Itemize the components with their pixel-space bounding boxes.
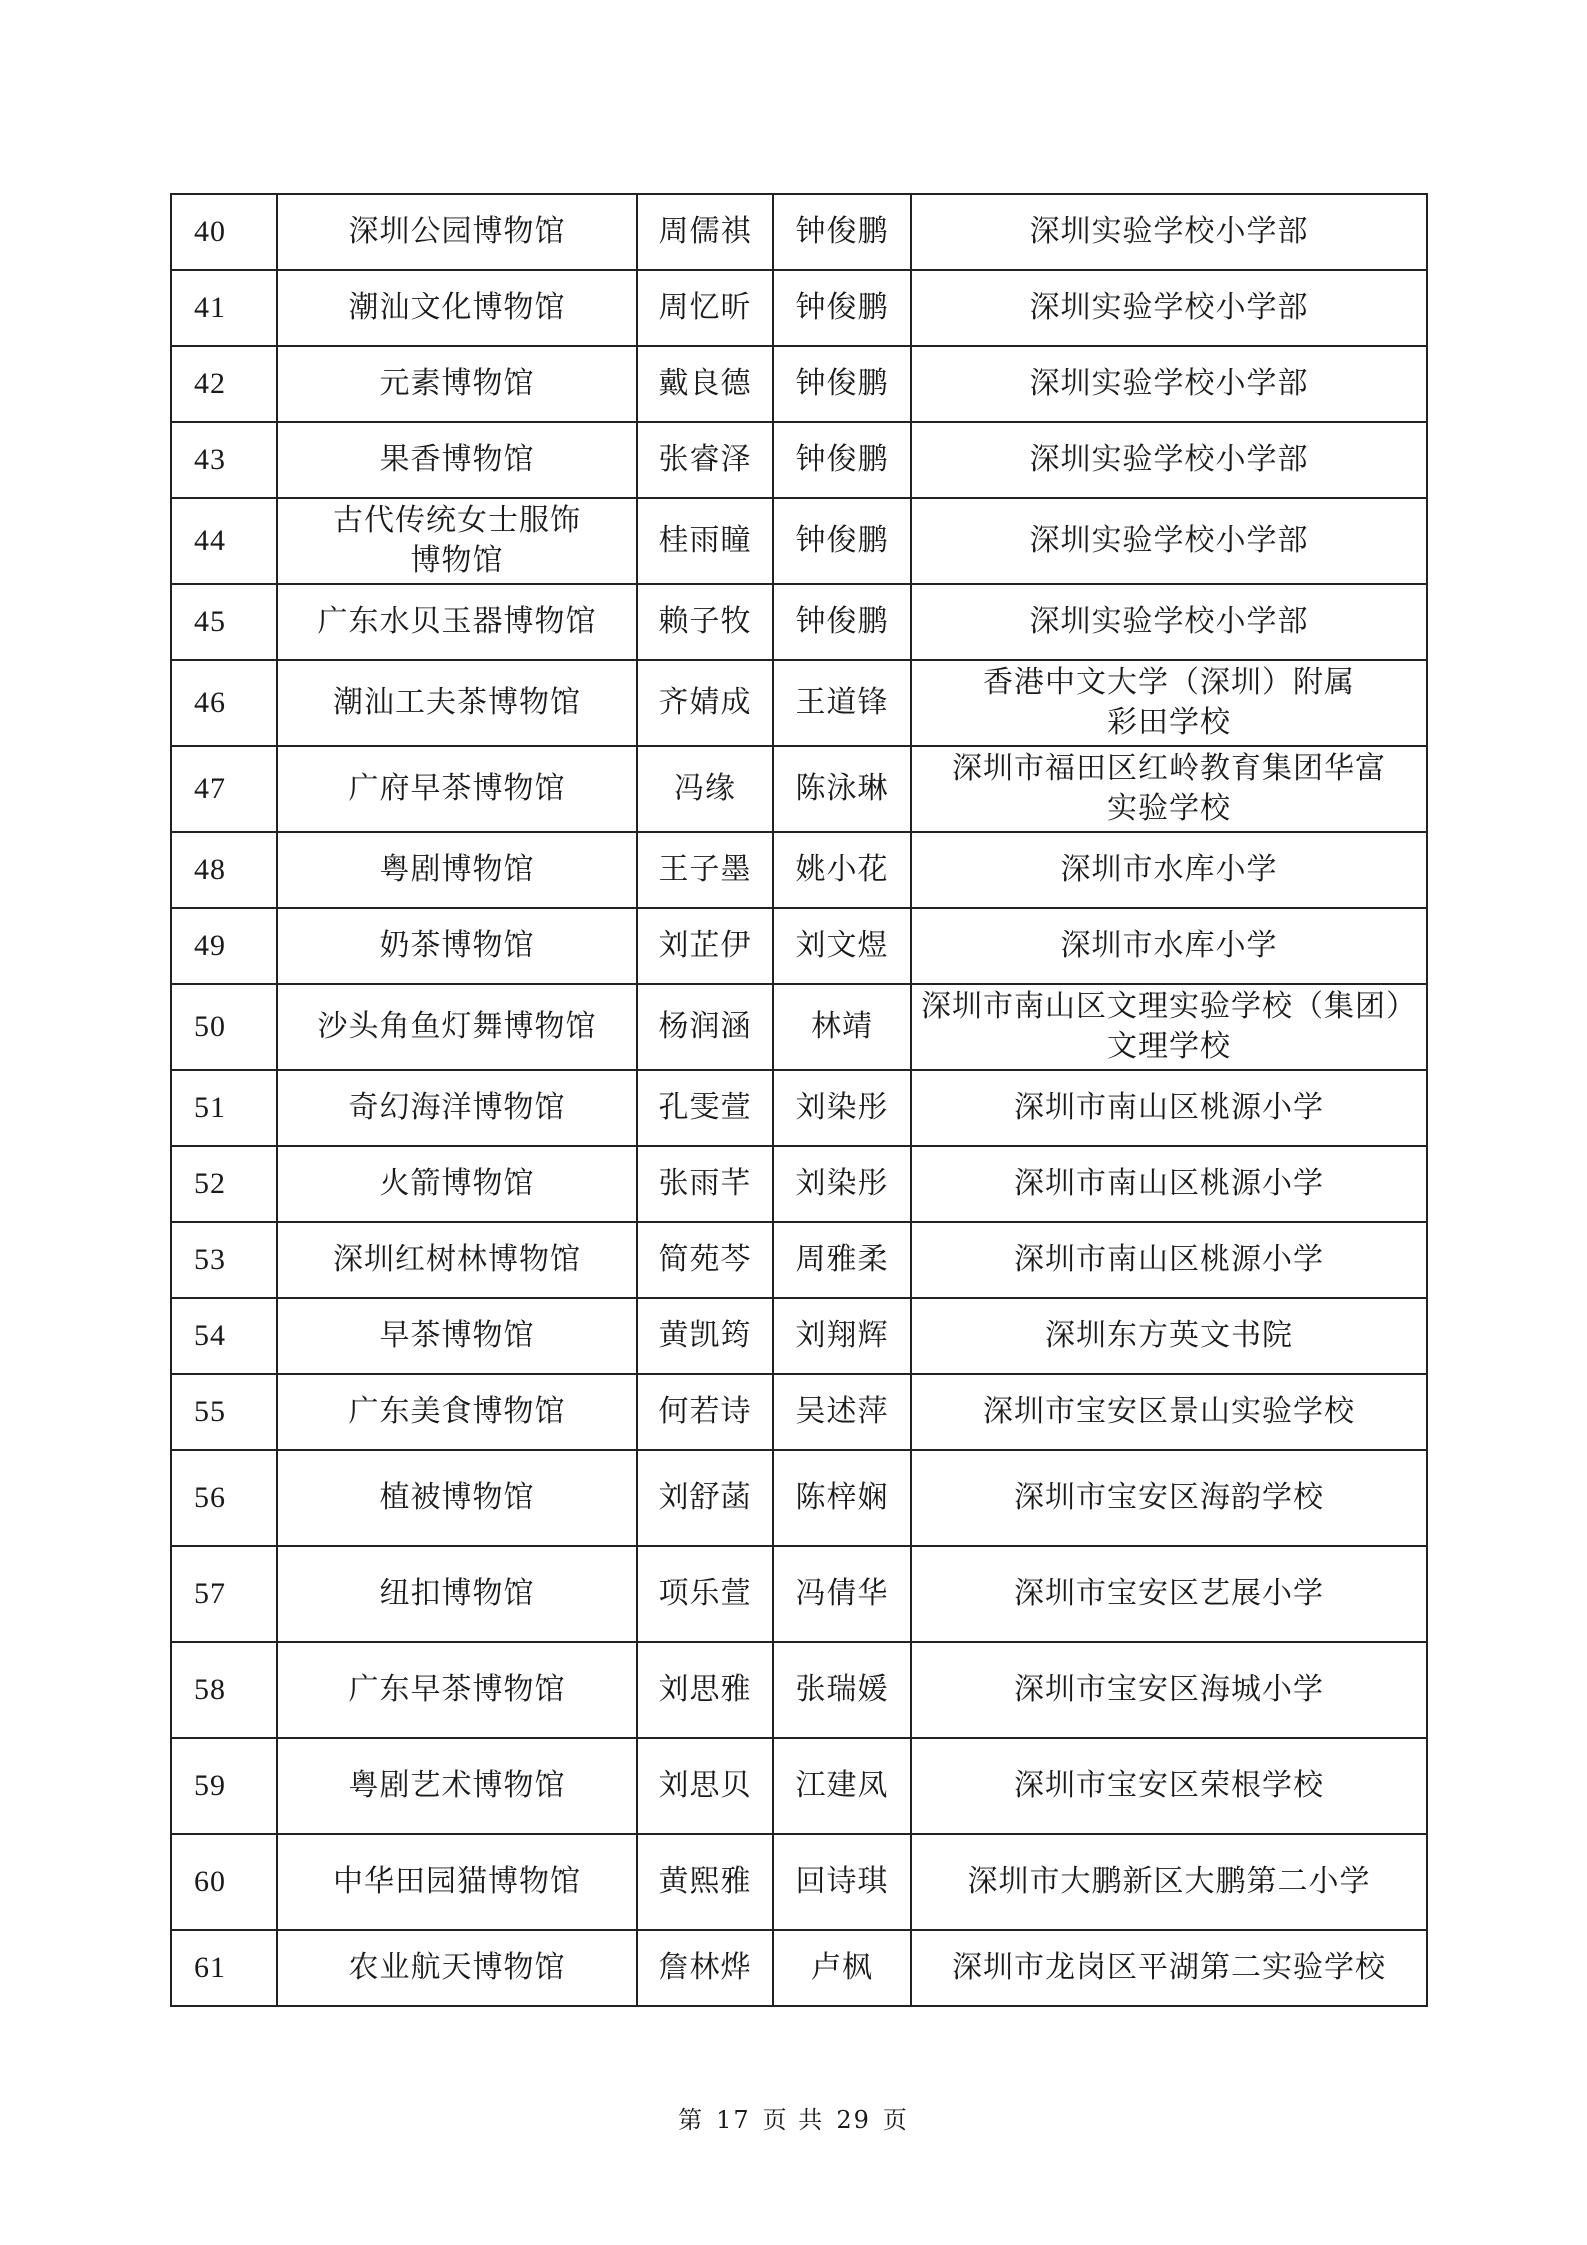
museum-name-cell (277, 660, 637, 746)
museum-name-cell (277, 1450, 637, 1546)
school-name-cell-line: 深圳市宝安区荣根学校 (1014, 1768, 1324, 1803)
table-row (171, 1930, 1427, 2006)
school-name-cell-line: 深圳市南山区桃源小学 (1014, 1242, 1324, 1277)
school-name-cell-line: 深圳实验学校小学部 (1029, 442, 1309, 477)
museum-name-cell-line: 古代传统女士服饰 (333, 503, 581, 538)
row-number-cell: 43 (171, 422, 277, 498)
row-number-cell: 49 (171, 908, 277, 984)
teacher-name-cell: 冯倩华 (773, 1546, 911, 1642)
school-name-cell (911, 908, 1427, 984)
row-number-cell: 46 (171, 660, 277, 746)
museum-name-cell-line: 纽扣博物馆 (379, 1576, 535, 1611)
table-row (171, 1222, 1427, 1298)
teacher-name-cell: 刘文煜 (773, 908, 911, 984)
museum-name-cell (277, 1222, 637, 1298)
school-name-cell-line: 深圳实验学校小学部 (1029, 366, 1309, 401)
student-name-cell: 詹林烨 (637, 1930, 773, 2006)
school-name-cell (911, 422, 1427, 498)
school-name-cell (911, 1070, 1427, 1146)
footer-suffix: 页 (882, 2106, 909, 2134)
school-name-cell (911, 1146, 1427, 1222)
student-name-cell: 何若诗 (637, 1374, 773, 1450)
teacher-name-cell: 卢枫 (773, 1930, 911, 2006)
school-name-cell (911, 1222, 1427, 1298)
row-number-cell: 58 (171, 1642, 277, 1738)
table-row (171, 1374, 1427, 1450)
page-footer (0, 2100, 1587, 2135)
museum-name-cell-line: 广府早茶博物馆 (348, 771, 566, 806)
museum-name-cell (277, 984, 637, 1070)
school-name-cell-line: 深圳市水库小学 (1060, 928, 1278, 963)
table-row (171, 270, 1427, 346)
museum-name-cell-line: 中华田园猫博物馆 (333, 1864, 581, 1899)
museum-name-cell (277, 832, 637, 908)
row-number-cell: 42 (171, 346, 277, 422)
museum-name-cell (277, 1070, 637, 1146)
row-number-cell: 47 (171, 746, 277, 832)
museum-name-cell-line: 奇幻海洋博物馆 (348, 1090, 566, 1125)
table-row (171, 1146, 1427, 1222)
roster-body (171, 194, 1427, 2006)
student-name-cell: 刘思雅 (637, 1642, 773, 1738)
school-name-cell (911, 194, 1427, 270)
museum-name-cell-line: 广东水贝玉器博物馆 (317, 604, 597, 639)
school-name-cell-line: 深圳实验学校小学部 (1029, 214, 1309, 249)
museum-name-cell (277, 422, 637, 498)
teacher-name-cell: 钟俊鹏 (773, 270, 911, 346)
school-name-cell-line: 深圳市宝安区艺展小学 (1014, 1576, 1324, 1611)
school-name-cell-line: 彩田学校 (1107, 705, 1231, 740)
school-name-cell (911, 1546, 1427, 1642)
school-name-cell-line: 香港中文大学（深圳）附属 (983, 665, 1355, 700)
museum-name-cell-line: 粤剧博物馆 (379, 852, 535, 887)
teacher-name-cell: 陈泳琳 (773, 746, 911, 832)
row-number-cell: 50 (171, 984, 277, 1070)
row-number-cell: 55 (171, 1374, 277, 1450)
footer-mid: 页 共 (762, 2106, 825, 2134)
row-number-cell: 56 (171, 1450, 277, 1546)
teacher-name-cell: 回诗琪 (773, 1834, 911, 1930)
museum-name-cell-line: 潮汕文化博物馆 (348, 290, 566, 325)
school-name-cell (911, 1642, 1427, 1738)
museum-name-cell (277, 194, 637, 270)
table-row (171, 422, 1427, 498)
table-row (171, 984, 1427, 1070)
school-name-cell (911, 1450, 1427, 1546)
row-number-cell: 51 (171, 1070, 277, 1146)
school-name-cell-line: 深圳市宝安区海城小学 (1014, 1672, 1324, 1707)
student-name-cell: 刘思贝 (637, 1738, 773, 1834)
museum-name-cell (277, 1298, 637, 1374)
student-name-cell: 黄熙雅 (637, 1834, 773, 1930)
school-name-cell-line: 深圳市水库小学 (1060, 852, 1278, 887)
student-name-cell: 刘芷伊 (637, 908, 773, 984)
museum-name-cell (277, 1146, 637, 1222)
student-name-cell: 简苑芩 (637, 1222, 773, 1298)
teacher-name-cell: 江建凤 (773, 1738, 911, 1834)
teacher-name-cell: 张瑞媛 (773, 1642, 911, 1738)
museum-name-cell (277, 584, 637, 660)
school-name-cell-line: 深圳市福田区红岭教育集团华富 (952, 751, 1386, 786)
school-name-cell (911, 1374, 1427, 1450)
student-name-cell: 齐婧成 (637, 660, 773, 746)
teacher-name-cell: 刘翔辉 (773, 1298, 911, 1374)
school-name-cell-line: 文理学校 (1107, 1029, 1231, 1064)
museum-name-cell (277, 1374, 637, 1450)
teacher-name-cell: 钟俊鹏 (773, 194, 911, 270)
museum-name-cell-line: 博物馆 (410, 543, 504, 578)
row-number-cell: 61 (171, 1930, 277, 2006)
row-number-cell: 41 (171, 270, 277, 346)
museum-name-cell-line: 粤剧艺术博物馆 (348, 1768, 566, 1803)
row-number-cell: 40 (171, 194, 277, 270)
teacher-name-cell: 陈梓娴 (773, 1450, 911, 1546)
museum-name-cell-line: 元素博物馆 (379, 366, 535, 401)
teacher-name-cell: 周雅柔 (773, 1222, 911, 1298)
student-name-cell: 刘舒菡 (637, 1450, 773, 1546)
school-name-cell-line: 深圳市南山区桃源小学 (1014, 1090, 1324, 1125)
museum-name-cell (277, 1642, 637, 1738)
school-name-cell (911, 270, 1427, 346)
school-name-cell-line: 实验学校 (1107, 791, 1231, 826)
footer-prefix: 第 (678, 2106, 705, 2134)
table-row (171, 1546, 1427, 1642)
school-name-cell-line: 深圳市南山区文理实验学校（集团） (921, 989, 1417, 1024)
museum-name-cell-line: 农业航天博物馆 (348, 1950, 566, 1985)
table-row (171, 660, 1427, 746)
museum-name-cell-line: 早茶博物馆 (379, 1318, 535, 1353)
museum-name-cell-line: 沙头角鱼灯舞博物馆 (317, 1009, 597, 1044)
school-name-cell (911, 832, 1427, 908)
teacher-name-cell: 吴述萍 (773, 1374, 911, 1450)
school-name-cell-line: 深圳市南山区桃源小学 (1014, 1166, 1324, 1201)
teacher-name-cell: 刘染彤 (773, 1146, 911, 1222)
table-row (171, 584, 1427, 660)
student-name-cell: 冯缘 (637, 746, 773, 832)
table-row (171, 832, 1427, 908)
teacher-name-cell: 林靖 (773, 984, 911, 1070)
teacher-name-cell: 刘染彤 (773, 1070, 911, 1146)
student-name-cell: 杨润涵 (637, 984, 773, 1070)
museum-name-cell-line: 广东早茶博物馆 (348, 1672, 566, 1707)
student-name-cell: 周儒祺 (637, 194, 773, 270)
museum-roster-table (170, 193, 1428, 2007)
school-name-cell (911, 498, 1427, 584)
row-number-cell: 44 (171, 498, 277, 584)
museum-name-cell (277, 346, 637, 422)
student-name-cell: 项乐萱 (637, 1546, 773, 1642)
school-name-cell-line: 深圳市大鹏新区大鹏第二小学 (967, 1864, 1371, 1899)
teacher-name-cell: 钟俊鹏 (773, 422, 911, 498)
table-row (171, 498, 1427, 584)
museum-name-cell-line: 潮汕工夫茶博物馆 (333, 685, 581, 720)
student-name-cell: 王子墨 (637, 832, 773, 908)
student-name-cell: 周忆昕 (637, 270, 773, 346)
student-name-cell: 戴良德 (637, 346, 773, 422)
table-row (171, 346, 1427, 422)
museum-name-cell-line: 广东美食博物馆 (348, 1394, 566, 1429)
table-row (171, 908, 1427, 984)
school-name-cell (911, 1298, 1427, 1374)
museum-name-cell-line: 深圳红树林博物馆 (333, 1242, 581, 1277)
museum-name-cell (277, 908, 637, 984)
table-row (171, 1642, 1427, 1738)
school-name-cell-line: 深圳市宝安区景山实验学校 (983, 1394, 1355, 1429)
museum-name-cell (277, 1738, 637, 1834)
student-name-cell: 桂雨瞳 (637, 498, 773, 584)
museum-name-cell (277, 746, 637, 832)
museum-name-cell (277, 1930, 637, 2006)
table-row (171, 746, 1427, 832)
school-name-cell-line: 深圳实验学校小学部 (1029, 290, 1309, 325)
row-number-cell: 60 (171, 1834, 277, 1930)
table-row (171, 1070, 1427, 1146)
school-name-cell-line: 深圳市宝安区海韵学校 (1014, 1480, 1324, 1515)
school-name-cell-line: 深圳实验学校小学部 (1029, 523, 1309, 558)
school-name-cell-line: 深圳市龙岗区平湖第二实验学校 (952, 1950, 1386, 1985)
row-number-cell: 52 (171, 1146, 277, 1222)
school-name-cell (911, 1738, 1427, 1834)
row-number-cell: 54 (171, 1298, 277, 1374)
teacher-name-cell: 姚小花 (773, 832, 911, 908)
teacher-name-cell: 王道锋 (773, 660, 911, 746)
museum-name-cell-line: 火箭博物馆 (379, 1166, 535, 1201)
school-name-cell (911, 1834, 1427, 1930)
student-name-cell: 张雨芊 (637, 1146, 773, 1222)
museum-name-cell (277, 1546, 637, 1642)
footer-current-page: 17 (716, 2106, 751, 2134)
museum-name-cell-line: 果香博物馆 (379, 442, 535, 477)
school-name-cell-line: 深圳实验学校小学部 (1029, 604, 1309, 639)
table-row (171, 1738, 1427, 1834)
school-name-cell (911, 746, 1427, 832)
table-row (171, 1298, 1427, 1374)
museum-name-cell (277, 1834, 637, 1930)
school-name-cell-line: 深圳东方英文书院 (1045, 1318, 1293, 1353)
footer-total-pages: 29 (836, 2106, 871, 2134)
row-number-cell: 59 (171, 1738, 277, 1834)
student-name-cell: 赖子牧 (637, 584, 773, 660)
museum-name-cell-line: 奶茶博物馆 (379, 928, 535, 963)
teacher-name-cell: 钟俊鹏 (773, 498, 911, 584)
table-row (171, 1834, 1427, 1930)
school-name-cell (911, 584, 1427, 660)
school-name-cell (911, 660, 1427, 746)
student-name-cell: 张睿泽 (637, 422, 773, 498)
row-number-cell: 48 (171, 832, 277, 908)
school-name-cell (911, 984, 1427, 1070)
museum-name-cell-line: 深圳公园博物馆 (348, 214, 566, 249)
school-name-cell (911, 346, 1427, 422)
museum-name-cell (277, 498, 637, 584)
student-name-cell: 孔雯萱 (637, 1070, 773, 1146)
school-name-cell (911, 1930, 1427, 2006)
museum-name-cell-line: 植被博物馆 (379, 1480, 535, 1515)
teacher-name-cell: 钟俊鹏 (773, 346, 911, 422)
student-name-cell: 黄凯筠 (637, 1298, 773, 1374)
teacher-name-cell: 钟俊鹏 (773, 584, 911, 660)
row-number-cell: 57 (171, 1546, 277, 1642)
table-row (171, 194, 1427, 270)
table-row (171, 1450, 1427, 1546)
row-number-cell: 53 (171, 1222, 277, 1298)
row-number-cell: 45 (171, 584, 277, 660)
museum-name-cell (277, 270, 637, 346)
